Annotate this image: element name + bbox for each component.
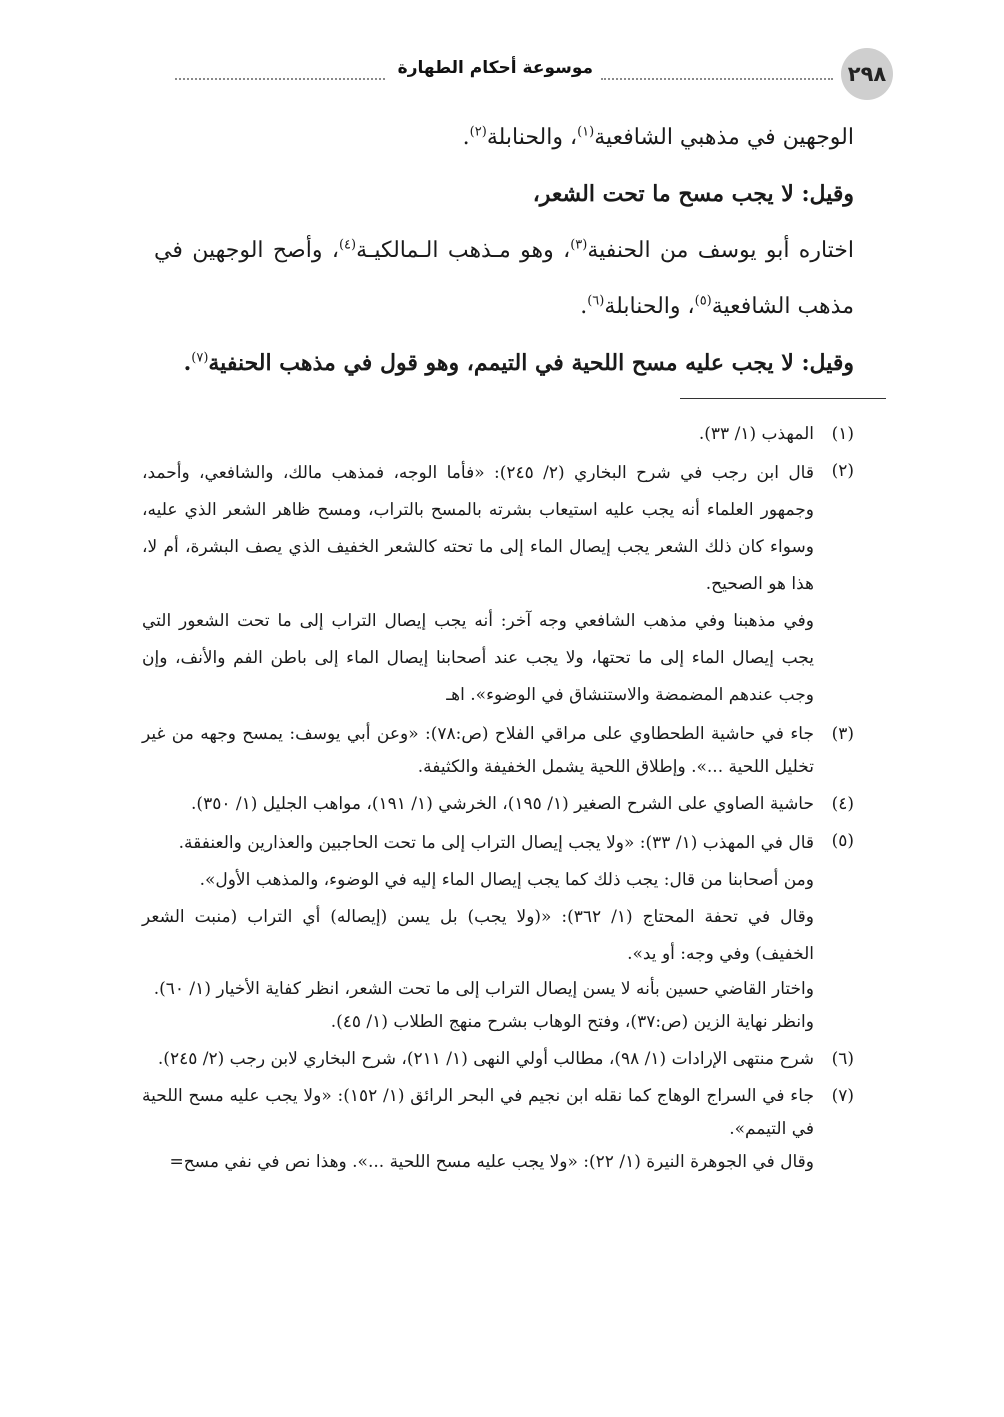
running-title: موسوعة أحكام الطهارة [397, 58, 593, 78]
text-run: ، والحنابلة [486, 125, 578, 150]
header-dotted-rule-left [175, 78, 385, 80]
footnote-number: (١) [831, 424, 854, 444]
footnote-text: جاء في حاشية الطحطاوي على مراقي الفلاح (ص:٧٨): «وعن أبي يوسف: يمسح وجهه من غير تخليل اللحية ...». وإطلاق اللحية يشمل الخفيفة والكثيفة. [142, 724, 814, 777]
footnote-number: (٢) [831, 461, 854, 481]
text-run: الوجهين في مذهبي الشافعية [594, 125, 854, 150]
main-paragraph [154, 223, 854, 335]
text-run: اختاره أبو يوسف من الحنفية [587, 238, 854, 263]
footnote-text: حاشية الصاوي على الشرح الصغير (١/ ١٩٥)، الخرشي (١/ ١٩١)، مواهب الجليل (١/ ٣٥٠). [191, 794, 814, 814]
footnote [142, 1043, 854, 1076]
footnote [142, 1080, 854, 1179]
footnote [142, 718, 854, 784]
footnote-text: شرح منتهى الإرادات (١/ ٩٨)، مطالب أولي النهى (١/ ٢١١)، شرح البخاري لابن رجب (٢/ ٢٤٥). [157, 1049, 814, 1069]
footnote-text: وقال في الجوهرة النيرة (١/ ٢٢): «ولا يجب عليه مسح اللحية ...». وهذا نص في نفي مسح= [169, 1152, 814, 1172]
footnotes [142, 418, 854, 1179]
header-dotted-rule-right [601, 78, 833, 80]
footnote-text: وفي مذهبنا وفي مذهب الشافعي وجه آخر: أنه يجب إيصال التراب إلى ما تحت الشعور التي يجب إيصال الماء إلى ما تحتها، ولا يجب عند أصحابنا إيصال الماء إلى باطن الفم والأنف، وإن وجب عندهم المضمضة والاستنشاق في الوضوء». اهـ [142, 611, 814, 705]
footnote-text: المهذب (١/ ٣٣). [698, 424, 814, 444]
main-paragraph [154, 335, 854, 392]
qila-label: وقيل: [801, 350, 854, 376]
footnote-text: قال ابن رجب في شرح البخاري (٢/ ٢٤٥): «فأما الوجه، فمذهب مالك، والشافعي، وأحمد، وجمهور العلماء أنه يجب عليه استيعاب بشرته بالمسح بالتراب، ومسح ظاهر الشعر الذي عليه، وسواء كان ذلك الشعر يجب إيصال الماء إلى ما تحته كالشعر الخفيف الذي يصف البشرة، أم لا، هذا هو الصحيح. [142, 463, 814, 594]
text-run: لا يجب مسح ما تحت الشعر، [532, 181, 802, 207]
footnote-text: جاء في السراج الوهاج كما نقله ابن نجيم في البحر الرائق (١/ ١٥٢): «ولا يجب عليه مسح اللحية في التيمم». [142, 1086, 814, 1139]
main-paragraph [154, 110, 854, 166]
footnote-ref[interactable]: (٥) [694, 293, 712, 309]
main-text [154, 110, 854, 392]
footnote-number: (٧) [831, 1086, 854, 1106]
main-paragraph [154, 166, 854, 223]
footnote-ref[interactable]: (٢) [469, 124, 487, 140]
footnote [142, 455, 854, 714]
footnote-separator [680, 398, 886, 399]
footnote-number: (٤) [831, 794, 854, 814]
footnote-number: (٦) [831, 1049, 854, 1069]
footnote-text: قال في المهذب (١/ ٣٣): «ولا يجب إيصال التراب إلى ما تحت الحاجبين والعذارين والعنفقة. [178, 833, 814, 853]
footnote [142, 788, 854, 821]
page-number-badge: ٢٩٨ [841, 48, 893, 100]
page-header [145, 44, 893, 100]
text-run: ، وهو مـذهب الـمالكيـة [356, 238, 571, 263]
footnote [142, 418, 854, 451]
text-run: لا يجب عليه مسح اللحية في التيمم، وهو قول في مذهب الحنفية [208, 350, 802, 376]
footnote-number: (٣) [831, 724, 854, 744]
footnote-text: وقال في تحفة المحتاج (١/ ٣٦٢): «(ولا يجب) بل يسن (إيصاله) أي التراب (منبت الشعر الخفيف) وفي وجه: أو يد». [142, 907, 814, 964]
footnote-number: (٥) [831, 831, 854, 851]
footnote-ref[interactable]: (٦) [587, 293, 605, 309]
qila-label: وقيل: [801, 181, 854, 207]
text-run: . [580, 294, 588, 319]
text-run: . [183, 350, 192, 376]
footnote-text: واختار القاضي حسين بأنه لا يسن إيصال التراب إلى ما تحت الشعر، انظر كفاية الأخيار (١/ ٦٠). [153, 979, 814, 999]
text-run: . [462, 125, 470, 150]
footnote-text: ومن أصحابنا من قال: يجب ذلك كما يجب إيصال الماء إليه في الوضوء، والمذهب الأول». [199, 870, 814, 890]
text-run: ، وأصح الوجهين في مذهب الشافعية [154, 238, 854, 319]
footnote-ref[interactable]: (٣) [570, 237, 588, 253]
footnote-ref[interactable]: (٧) [191, 350, 209, 366]
footnote-ref[interactable]: (١) [577, 124, 595, 140]
footnote [142, 825, 854, 1039]
footnote-ref[interactable]: (٤) [338, 237, 357, 253]
text-run: ، والحنابلة [604, 294, 695, 319]
footnote-text: وانظر نهاية الزين (ص:٣٧)، وفتح الوهاب بشرح منهج الطلاب (١/ ٤٥). [330, 1012, 814, 1032]
